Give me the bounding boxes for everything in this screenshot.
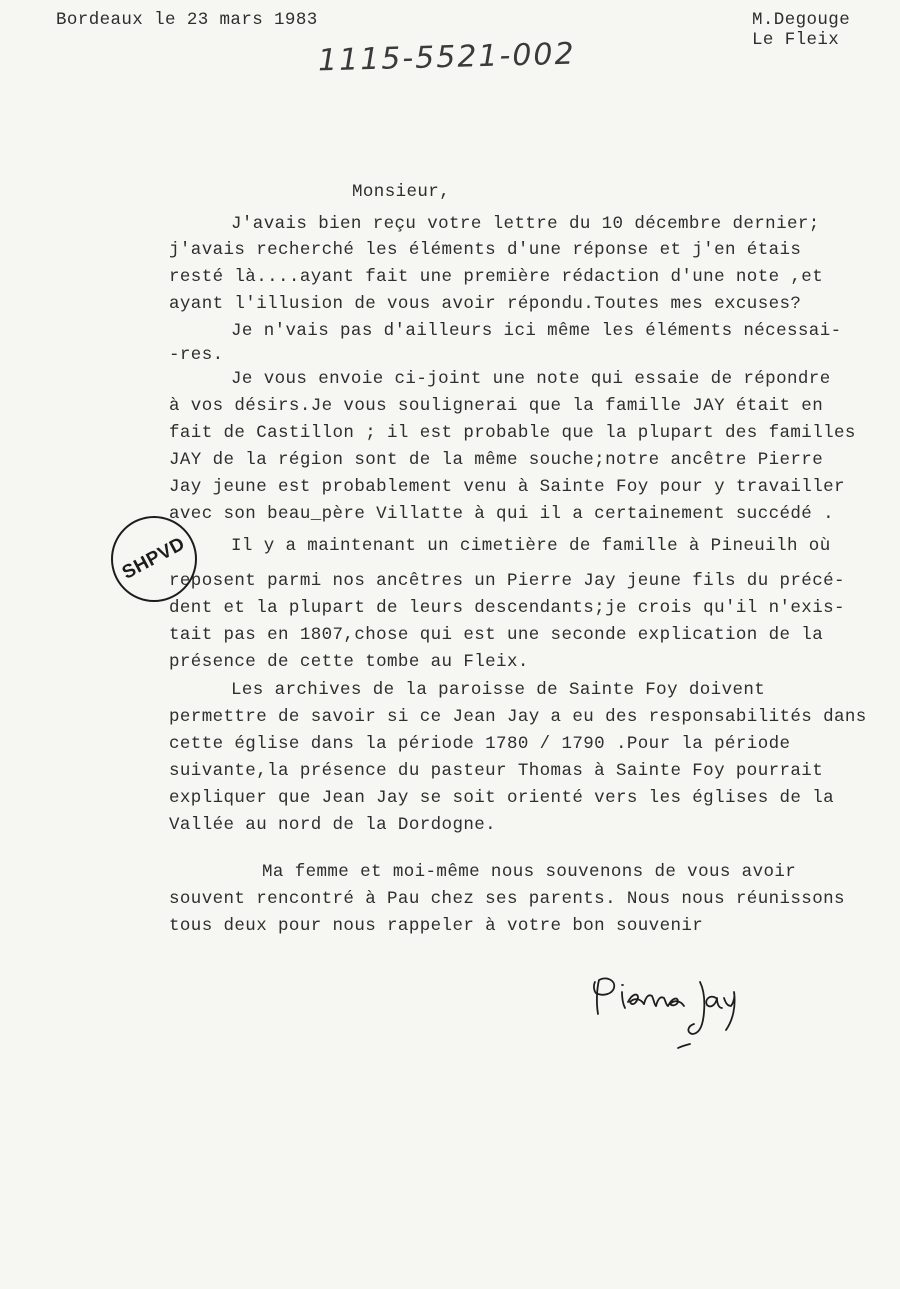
body-line: J'avais bien reçu votre lettre du 10 décembre dernier; xyxy=(231,214,820,234)
body-line: expliquer que Jean Jay se soit orienté vers les églises de la xyxy=(169,788,835,808)
body-line: Les archives de la paroisse de Sainte Foy doivent xyxy=(231,680,766,700)
body-line: cette église dans la période 1780 / 1790 .Pour la période xyxy=(169,734,791,754)
body-line: ayant l'illusion de vous avoir répondu.Toutes mes excuses? xyxy=(169,294,802,314)
handwritten-reference-number: 1115-5521-002 xyxy=(317,36,577,79)
body-line: Je n'vais pas d'ailleurs ici même les éléments nécessai- xyxy=(231,321,842,341)
body-line: dent et la plupart de leurs descendants;je crois qu'il n'exis- xyxy=(169,598,845,618)
body-line: tous deux pour nous rappeler à votre bon souvenir xyxy=(169,916,704,936)
body-line: souvent rencontré à Pau chez ses parents. Nous nous réunissons xyxy=(169,889,845,909)
handwritten-signature xyxy=(586,972,746,1062)
recipient-place: Le Fleix xyxy=(752,30,840,50)
body-line: présence de cette tombe au Fleix. xyxy=(169,652,529,672)
recipient-name: M.Degouge xyxy=(752,10,851,30)
body-line: tait pas en 1807,chose qui est une seconde explication de la xyxy=(169,625,824,645)
body-line: Il y a maintenant un cimetière de famille à Pineuilh où xyxy=(231,536,831,556)
body-line: Ma femme et moi-même nous souvenons de vous avoir xyxy=(262,862,797,882)
body-line: reposent parmi nos ancêtres un Pierre Jay jeune fils du précé- xyxy=(169,571,845,591)
body-line: suivante,la présence du pasteur Thomas à Sainte Foy pourrait xyxy=(169,761,824,781)
place-date: Bordeaux le 23 mars 1983 xyxy=(56,10,318,30)
body-line: j'avais recherché les éléments d'une réponse et j'en étais xyxy=(169,240,802,260)
body-line: fait de Castillon ; il est probable que la plupart des familles xyxy=(169,423,856,443)
body-line: Je vous envoie ci-joint une note qui essaie de répondre xyxy=(231,369,831,389)
signature-drawing xyxy=(586,972,746,1062)
body-line: JAY de la région sont de la même souche;notre ancêtre Pierre xyxy=(169,450,824,470)
body-line: resté là....ayant fait une première rédaction d'une note ,et xyxy=(169,267,824,287)
salutation: Monsieur, xyxy=(352,182,451,202)
body-line: permettre de savoir si ce Jean Jay a eu des responsabilités dans xyxy=(169,707,867,727)
body-line: Vallée au nord de la Dordogne. xyxy=(169,815,497,835)
body-line: avec son beau_père Villatte à qui il a certainement succédé . xyxy=(169,504,835,524)
shpvd-stamp xyxy=(111,516,197,602)
body-line: -res. xyxy=(169,345,224,365)
body-line: Jay jeune est probablement venu à Sainte Foy pour y travailler xyxy=(169,477,845,497)
body-line: à vos désirs.Je vous soulignerai que la famille JAY était en xyxy=(169,396,824,416)
stamp-text: SHPVD xyxy=(118,533,189,584)
